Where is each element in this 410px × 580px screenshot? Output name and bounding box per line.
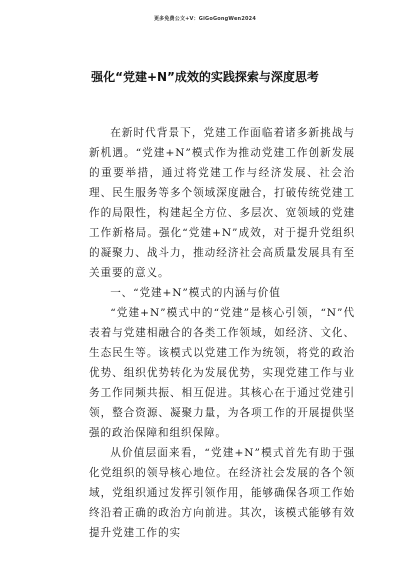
document-body: [89, 123, 355, 543]
paragraph-intro: 在新时代背景下，党建工作面临着诸多新挑战与新机遇。“党建+N”模式作为推动党建工作创新发展的重要举措，通过将党建工作与经济发展、社会治理、民生服务等多个领域深度融合，打破传统党建工作的局限性，构建起全方位、多层次、宽领域的党建工作新格局。强化“党建+N”成效，对于提升党组织的凝聚力、战斗力，推动经济社会高质量发展具有至关重要的意义。: [89, 127, 355, 279]
document-title: 强化“党建+N”成效的实践探索与深度思考: [91, 70, 319, 84]
paragraph-connotation: “党建+N”模式中的“党建”是核心引领，“N”代表着与党建相融合的各类工作领域，如经济、文化、生态民生等。该模式以党建工作为统领，将党的政治优势、组织优势转化为发展优势，实现党建工作与业务工作同频共振、相互促进。其核心在于通过党建引领，整合资源、凝聚力量，为各项工作的开展提供坚强的政治保障和组织保障。: [89, 307, 355, 439]
section-heading-1: 一、“党建+N”模式的内涵与价值: [110, 287, 281, 299]
paragraph-value: 从价值层面来看，“党建+N”模式首先有助于强化党组织的领导核心地位。在经济社会发展的各个领域，党组织通过发挥引领作用，能够确保各项工作始终沿着正确的政治方向前进。其次，该模式能够有效提升党建工作的实: [89, 447, 355, 539]
header-note: 更多免费公文+V：GiGoGongWen2024: [153, 16, 257, 22]
